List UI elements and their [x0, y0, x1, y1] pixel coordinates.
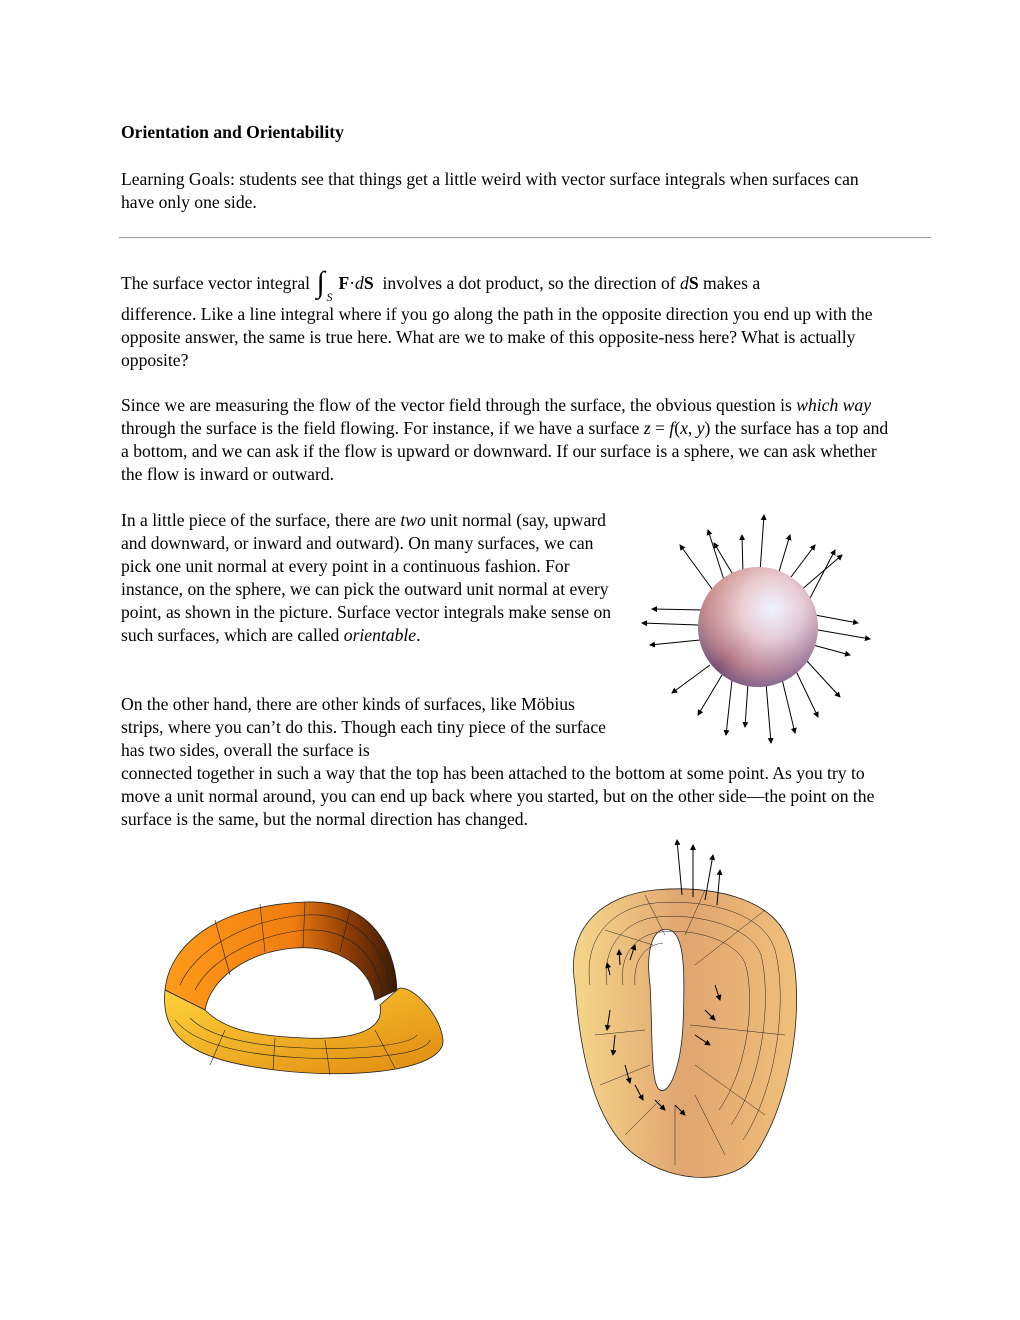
p4-two: two — [400, 510, 426, 530]
differential-d: d — [355, 273, 364, 293]
mobius-normals-figure — [535, 835, 825, 1195]
p3-which-way: which way — [796, 395, 871, 415]
p3-text-a: Since we are measuring the flow of the vector field through the surface, the obvious question is — [121, 395, 792, 415]
integral-text-middle: involves a dot product, so the direction of — [382, 273, 676, 293]
p3-z: z — [643, 418, 651, 438]
paragraph-4 — [121, 509, 621, 647]
integral-symbol: ∫ S — [316, 268, 334, 295]
vector-s-2: S — [688, 273, 699, 293]
integral-text-after: makes a — [703, 273, 761, 293]
p3-text-c: through the surface is the field flowing. For instance, if we have a surface — [121, 418, 640, 438]
p4-orientable: orientable — [343, 625, 417, 645]
differential-d-2: d — [680, 273, 689, 293]
learning-goals: Learning Goals: students see that things get a little weird with vector surface integrals when surfaces can have only one side. — [121, 169, 859, 212]
divider — [119, 237, 931, 238]
p3-eq: = — [650, 418, 670, 438]
integral-text-before: The surface vector integral — [121, 273, 311, 293]
p3-y: y — [696, 418, 705, 438]
sphere-normals-figure — [630, 505, 890, 745]
mobius-strip-figure — [155, 890, 455, 1090]
p3-x: x — [680, 418, 688, 438]
p4-text-a: In a little piece of the surface, there are — [121, 510, 396, 530]
dot-operator: · — [349, 273, 356, 293]
vector-s: S — [363, 273, 374, 293]
p3-f: f — [669, 418, 675, 438]
paragraph-2: difference. Like a line integral where if you go along the path in the opposite direction you end up with the opposite answer, the same is true here. What are we to make of this opposite-ness here? What is actually opposite? — [121, 304, 873, 370]
paragraph-5b: connected together in such a way that the top has been attached to the bottom at some point. As you try to move a unit normal around, you can end up back where you started, but on the other side—the point on the surface is the same, but the normal direction has changed. — [121, 763, 875, 829]
integral-subscript: S — [326, 290, 333, 304]
paragraph-3: Since we are measuring the flow of the vector field through the surface, the obvious question is which way through the surface is the field flowing. For instance, if we have a surface z = f(x, y) the surface has a top and a bottom, and we can ask if the flow is upward or downward. If our surface is a sphere, we can ask whether the flow is inward or outward. — [121, 395, 889, 484]
p4-text-c: unit normal (say, upward and downward, or inward and outward). On many surfaces, we can pick one unit normal at every point in a continuous fashion. For instance, on the sphere, we can pick the outward unit normal at every point, as shown in the picture. Surface vector integrals make sense on such surfaces, which are called — [121, 510, 612, 645]
paragraph-5a: On the other hand, there are other kinds of surfaces, like Möbius strips, where you can’t do this. Though each tiny piece of the surface has two sides, overall the surface is — [121, 694, 606, 760]
page-title: Orientation and Orientability — [121, 122, 344, 142]
p3-text-d: the surface has a top and a bottom, and we can ask if the flow is upward or downward. If our surface is a sphere, we can ask whether the flow is inward or outward. — [121, 418, 889, 484]
vector-f: F — [338, 273, 350, 293]
p4-period: . — [416, 625, 421, 645]
integral-line — [121, 266, 761, 304]
